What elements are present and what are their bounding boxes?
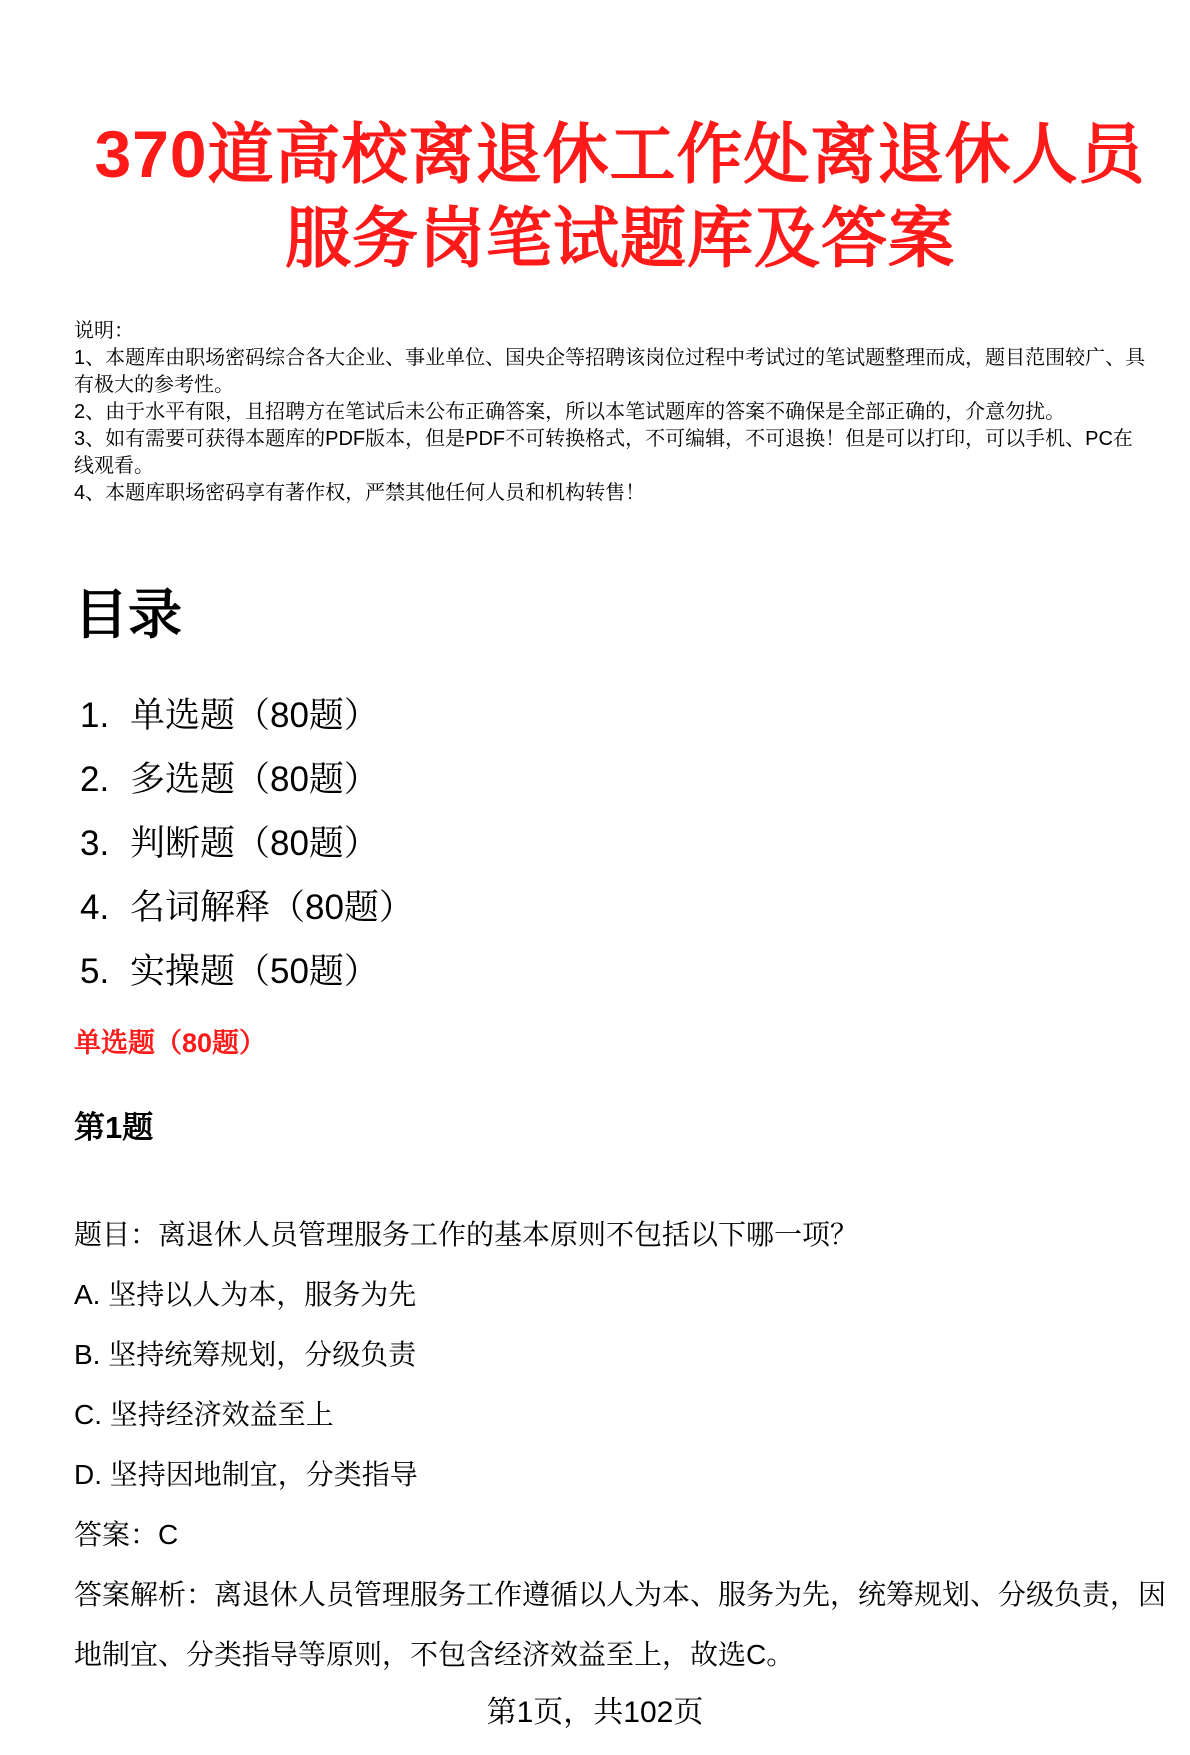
toc-item[interactable] <box>80 812 414 876</box>
toc-item-number: 5. <box>80 952 110 991</box>
page-footer: 第1页，共102页 <box>486 1696 704 1729</box>
toc-item-label: 判断题（80题） <box>130 824 379 863</box>
toc-item-label: 名词解释（80题） <box>130 888 414 927</box>
toc-item-number: 1. <box>80 696 110 735</box>
option-a: A. 坚持以人为本，服务为先 <box>74 1279 417 1310</box>
toc-item[interactable] <box>80 876 414 940</box>
toc-item-label: 多选题（80题） <box>130 760 379 799</box>
toc-item[interactable] <box>80 940 414 1004</box>
toc-item-number: 3. <box>80 824 110 863</box>
table-of-contents <box>80 684 414 1004</box>
toc-item-label: 单选题（80题） <box>130 696 379 735</box>
option-c: C. 坚持经济效益至上 <box>74 1399 334 1430</box>
notes-heading: 说明： <box>74 320 134 342</box>
document-title-line2: 服务岗笔试题库及答案 <box>285 201 955 275</box>
answer-analysis: 答案解析：离退休人员管理服务工作遵循以人为本、服务为先，统筹规划、分级负责，因地制宜、分类指导等原则，不包含经济效益至上，故选C。 <box>74 1579 1167 1670</box>
toc-item-number: 4. <box>80 888 110 927</box>
note-item: 4、本题库职场密码享有著作权，严禁其他任何人员和机构转售！ <box>74 482 646 504</box>
toc-item-label: 实操题（50题） <box>130 952 379 991</box>
note-item: 1、本题库由职场密码综合各大企业、事业单位、国央企等招聘该岗位过程中考试过的笔试题整理而成，题目范围较广、具有极大的参考性。 <box>74 347 1146 396</box>
document-title <box>60 112 1180 280</box>
toc-item-number: 2. <box>80 760 110 799</box>
note-item: 3、如有需要可获得本题库的PDF版本，但是PDF不可转换格式，不可编辑，不可退换！但是可以打印，可以手机、PC在线观看。 <box>74 428 1133 477</box>
toc-heading: 目录 <box>74 585 182 645</box>
question-number: 第1题 <box>74 1110 154 1145</box>
option-d: D. 坚持因地制宜，分类指导 <box>74 1459 418 1490</box>
note-item: 2、由于水平有限，且招聘方在笔试后未公布正确答案，所以本笔试题库的答案不确保是全部正确的，介意勿扰。 <box>74 401 1066 423</box>
document-title-line1: 370道高校离退休工作处离退休人员 <box>94 117 1146 191</box>
section-heading: 单选题（80题） <box>74 1028 267 1058</box>
toc-item[interactable] <box>80 684 414 748</box>
instructions-notes <box>74 318 1148 507</box>
question-stem: 题目：离退休人员管理服务工作的基本原则不包括以下哪一项？ <box>74 1219 859 1250</box>
toc-item[interactable] <box>80 748 414 812</box>
option-b: B. 坚持统筹规划，分级负责 <box>74 1339 417 1370</box>
answer: 答案：C <box>74 1519 179 1550</box>
